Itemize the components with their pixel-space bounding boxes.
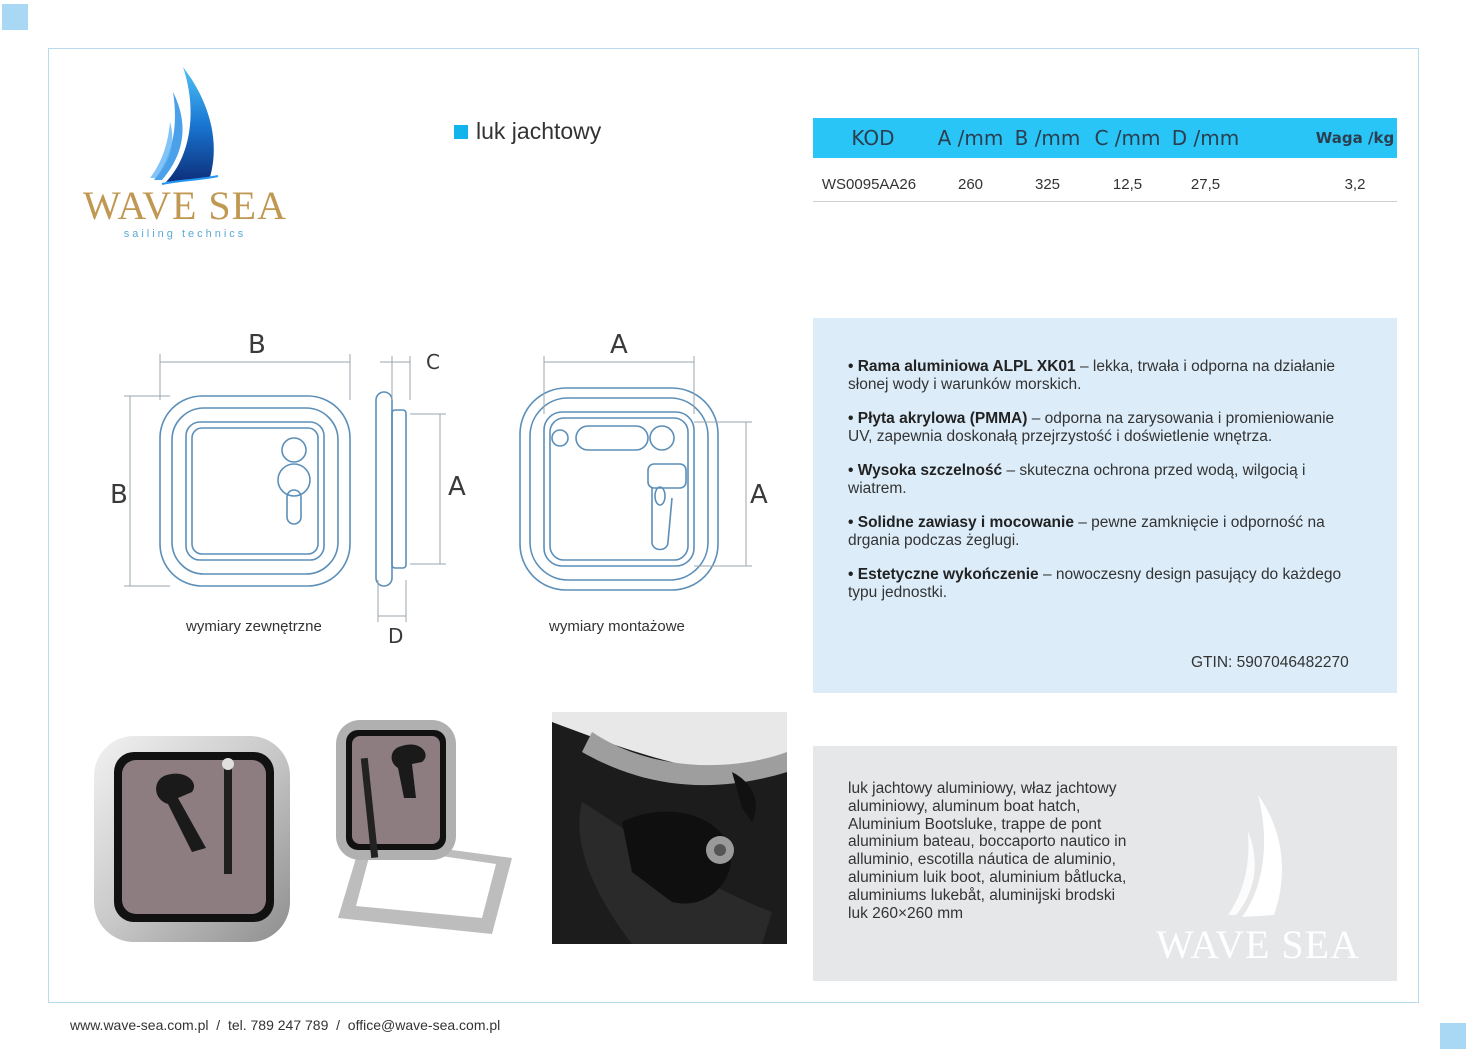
sail-logo-icon	[70, 62, 300, 192]
feature-item	[848, 462, 1358, 498]
watermark-brand: WAVE SEA	[1156, 922, 1360, 967]
keywords-panel	[813, 746, 1397, 981]
header-a: A /mm	[937, 126, 1004, 150]
cell-a: 260	[957, 176, 984, 193]
feature-title: • Płyta akrylowa (PMMA)	[848, 410, 1028, 427]
feature-text: – lekka, trwała i odporna na działanie słonej wody i warunków morskich.	[848, 358, 1336, 393]
feature-title: • Wysoka szczelność	[848, 462, 1003, 479]
caption-mounting-dimensions: wymiary montażowe	[549, 618, 685, 635]
corner-square-top-left	[2, 4, 28, 30]
header-d: D /mm	[1171, 126, 1240, 150]
table-row	[813, 171, 1397, 202]
header-waga: Waga /kg	[1315, 129, 1395, 147]
outer-frame-shape	[160, 396, 350, 586]
corner-square-bottom-right	[1440, 1023, 1466, 1049]
feature-text: – odporna na zarysowania i promieniowanie UV, zapewnia doskonałą przejrzystość i doświetlenie wnętrza.	[848, 410, 1335, 445]
spec-table-header	[813, 118, 1397, 158]
keywords-text: luk jachtowy aluminiowy, właz jachtowy aluminiowy, aluminum boat hatch, Aluminium Bootsluke, trappe de pont aluminium bateau, boccaporto nautico in alluminio, escotilla náutica de aluminio, aluminium luik boot, aluminium båtlucka, aluminiums lukebåt, aluminijski brodski luk 260×260 mm	[848, 780, 1127, 922]
product-photo-open	[332, 718, 522, 938]
cell-d: 27,5	[1190, 176, 1221, 193]
feature-item	[848, 514, 1358, 550]
feature-text: – nowoczesny design pasujący do każdego typu jednostki.	[848, 566, 1342, 601]
brand-logo	[70, 62, 300, 247]
dim-label-b-top: B	[248, 330, 266, 360]
product-photo-closed	[88, 728, 298, 948]
product-title-block	[454, 118, 601, 145]
header-c: C /mm	[1094, 126, 1161, 150]
watermark-sail-icon	[1138, 791, 1378, 921]
product-photo-detail	[552, 712, 787, 944]
brand-tagline: sailing technics	[123, 228, 247, 240]
dim-label-a-mount: A	[750, 480, 768, 510]
brand-name: WAVE SEA	[83, 183, 287, 228]
header-kod: KOD	[851, 126, 895, 150]
dim-label-b-side: B	[110, 480, 128, 510]
cell-kod: WS0095AA26	[821, 176, 917, 193]
feature-text: – skuteczna ochrona przed wodą, wilgocią i wiatrem.	[848, 462, 1306, 497]
cell-waga: 3,2	[1344, 176, 1366, 193]
feature-title: • Estetyczne wykończenie	[848, 566, 1039, 583]
feature-item	[848, 358, 1358, 394]
feature-title: • Solidne zawiasy i mocowanie	[848, 514, 1074, 531]
dim-label-d: D	[388, 624, 404, 648]
spec-table	[813, 118, 1397, 202]
cell-b: 325	[1034, 176, 1061, 193]
features-panel	[813, 318, 1397, 693]
feature-item	[848, 410, 1358, 446]
footer-contact: www.wave-sea.com.pl / tel. 789 247 789 / office@wave-sea.com.pl	[70, 1017, 501, 1033]
caption-outer-dimensions: wymiary zewnętrzne	[186, 618, 322, 635]
dim-label-a-side-view: A	[448, 472, 466, 502]
feature-item	[848, 566, 1358, 602]
cell-c: 12,5	[1112, 176, 1143, 193]
feature-text: – pewne zamknięcie i odporność na drgania podczas żeglugi.	[848, 514, 1325, 549]
product-title: luk jachtowy	[476, 118, 602, 144]
header-b: B /mm	[1014, 126, 1081, 150]
gtin-code: GTIN: 5907046482270	[1191, 654, 1349, 671]
feature-title: • Rama aluminiowa ALPL XK01	[848, 358, 1076, 375]
dim-label-a-top: A	[610, 330, 628, 360]
watermark-logo	[1138, 791, 1378, 971]
dim-label-c: C	[426, 350, 440, 374]
square-bullet-icon	[454, 125, 468, 139]
features-list	[848, 358, 1358, 618]
